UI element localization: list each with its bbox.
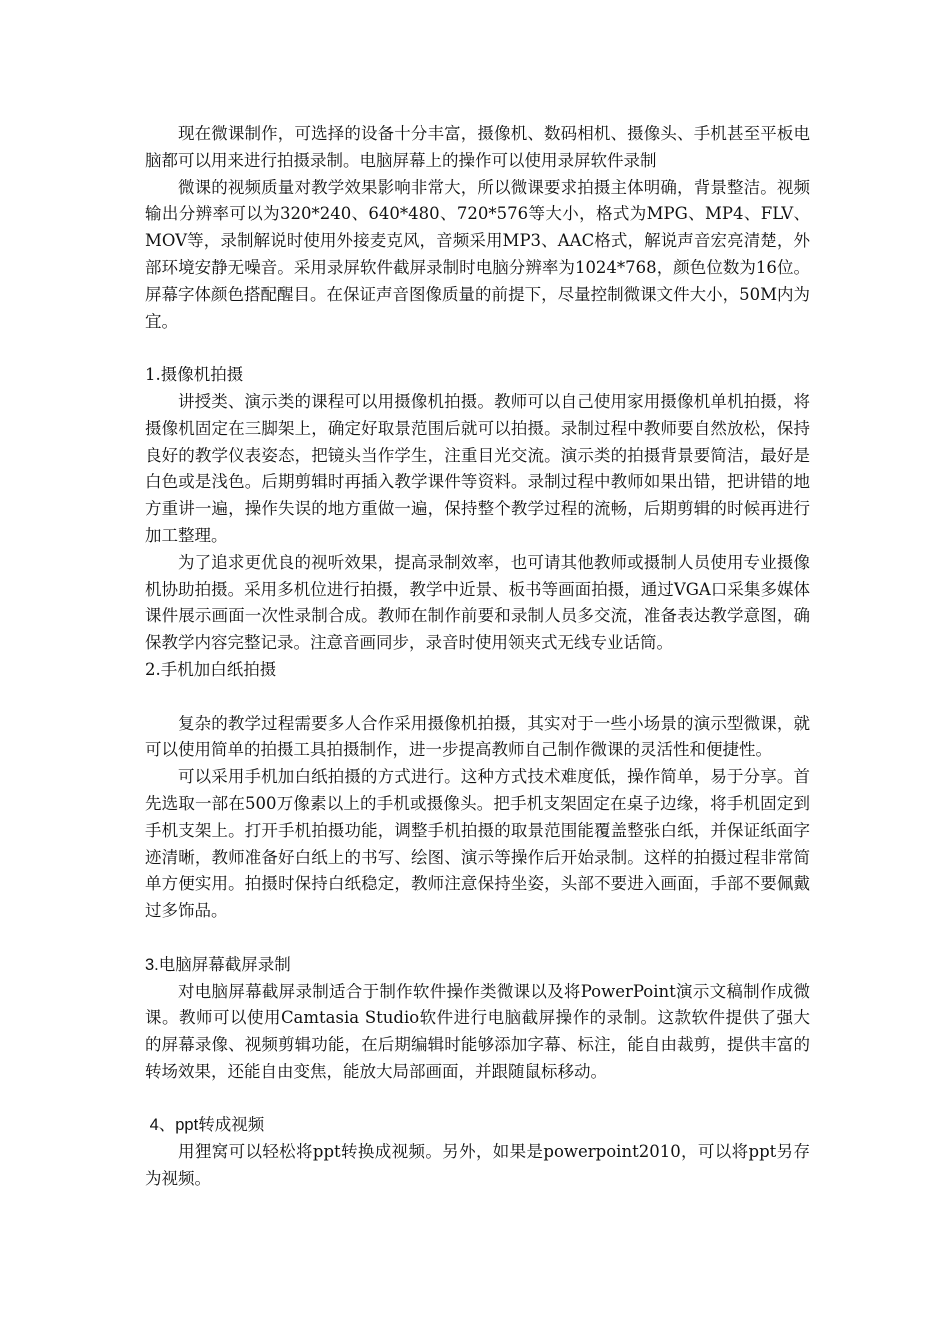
section-1-paragraph-2: 为了追求更优良的视听效果，提高录制效率，也可请其他教师或摄制人员使用专业摄像机协助拍摄。采用多机位进行拍摄，教学中近景、板书等画面拍摄，通过VGA口采集多媒体课件展示画面一次性录制合成。教师在制作前要和录制人员多交流，准备表达教学意图，确保教学内容完整记录。注意音画同步，录音时使用领夹式无线专业话筒。 (145, 552, 810, 653)
section-1-paragraph-1: 讲授类、演示类的课程可以用摄像机拍摄。教师可以自己使用家用摄像机单机拍摄，将摄像机固定在三脚架上，确定好取景范围后就可以拍摄。录制过程中教师要自然放松，保持良好的教学仪表姿态，把镜头当作学生，注重目光交流。演示类的拍摄背景要简洁，最好是白色或是浅色。后期剪辑时再插入教学课件等资料。录制过程中教师如果出错，把讲错的地方重讲一遍，操作失误的地方重做一遍，保持整个教学过程的流畅，后期剪辑的时候再进行加工整理。 (145, 391, 810, 545)
section-2-heading: 2.手机加白纸拍摄 (145, 659, 277, 679)
section-3-heading: 3.电脑屏幕截屏录制 (145, 955, 291, 974)
spacer (145, 1086, 810, 1113)
spacer (145, 335, 810, 362)
section-3-paragraph-1: 对电脑屏幕截屏录制适合于制作软件操作类微课以及将PowerPoint演示文稿制作成微课。教师可以使用Camtasia Studio软件进行电脑截屏操作的录制。这款软件提供了强大的屏幕录像、视频剪辑功能，在后期编辑时能够添加字幕、标注，能自由裁剪，提供丰富的转场效果，还能自由变焦，能放大局部画面，并跟随鼠标移动。 (145, 981, 810, 1081)
intro-paragraph-2: 微课的视频质量对教学效果影响非常大，所以微课要求拍摄主体明确，背景整洁。视频输出分辨率可以为320*240、640*480、720*576等大小，格式为MPG、MP4、FLV、MOV等，录制解说时使用外接麦克风，音频采用MP3、AAC格式，解说声音宏亮清楚，外部环境安静无噪音。采用录屏软件截屏录制时电脑分辨率为1024*768，颜色位数为16位。屏幕字体颜色搭配醒目。在保证声音图像质量的前提下，尽量控制微课文件大小，50M内为宜。 (145, 177, 810, 331)
section-2-paragraph-2: 可以采用手机加白纸拍摄的方式进行。这种方式技术难度低，操作简单，易于分享。首先选取一部在500万像素以上的手机或摄像头。把手机支架固定在桌子边缘，将手机固定到手机支架上。打开手机拍摄功能，调整手机拍摄的取景范围能覆盖整张白纸，并保证纸面字迹清晰，教师准备好白纸上的书写、绘图、演示等操作后开始录制。这样的拍摄过程非常简单方便实用。拍摄时保持白纸稳定，教师注意保持坐姿，头部不要进入画面，手部不要佩戴过多饰品。 (145, 767, 810, 921)
section-4-paragraph-1: 用狸窝可以轻松将ppt转换成视频。另外，如果是powerpoint2010，可以将ppt另存为视频。 (145, 1142, 810, 1189)
document-body (145, 121, 810, 1193)
spacer (145, 684, 810, 711)
spacer (145, 925, 810, 952)
section-2-paragraph-1: 复杂的教学过程需要多人合作采用摄像机拍摄，其实对于一些小场景的演示型微课，就可以使用简单的拍摄工具拍摄制作，进一步提高教师自己制作微课的灵活性和便捷性。 (145, 713, 810, 760)
section-1-heading: 1.摄像机拍摄 (145, 365, 244, 385)
section-4-heading: 4、ppt转成视频 (145, 1116, 265, 1135)
intro-paragraph-1: 现在微课制作，可选择的设备十分丰富，摄像机、数码相机、摄像头、手机甚至平板电脑都可以用来进行拍摄录制。电脑屏幕上的操作可以使用录屏软件录制 (145, 124, 810, 170)
